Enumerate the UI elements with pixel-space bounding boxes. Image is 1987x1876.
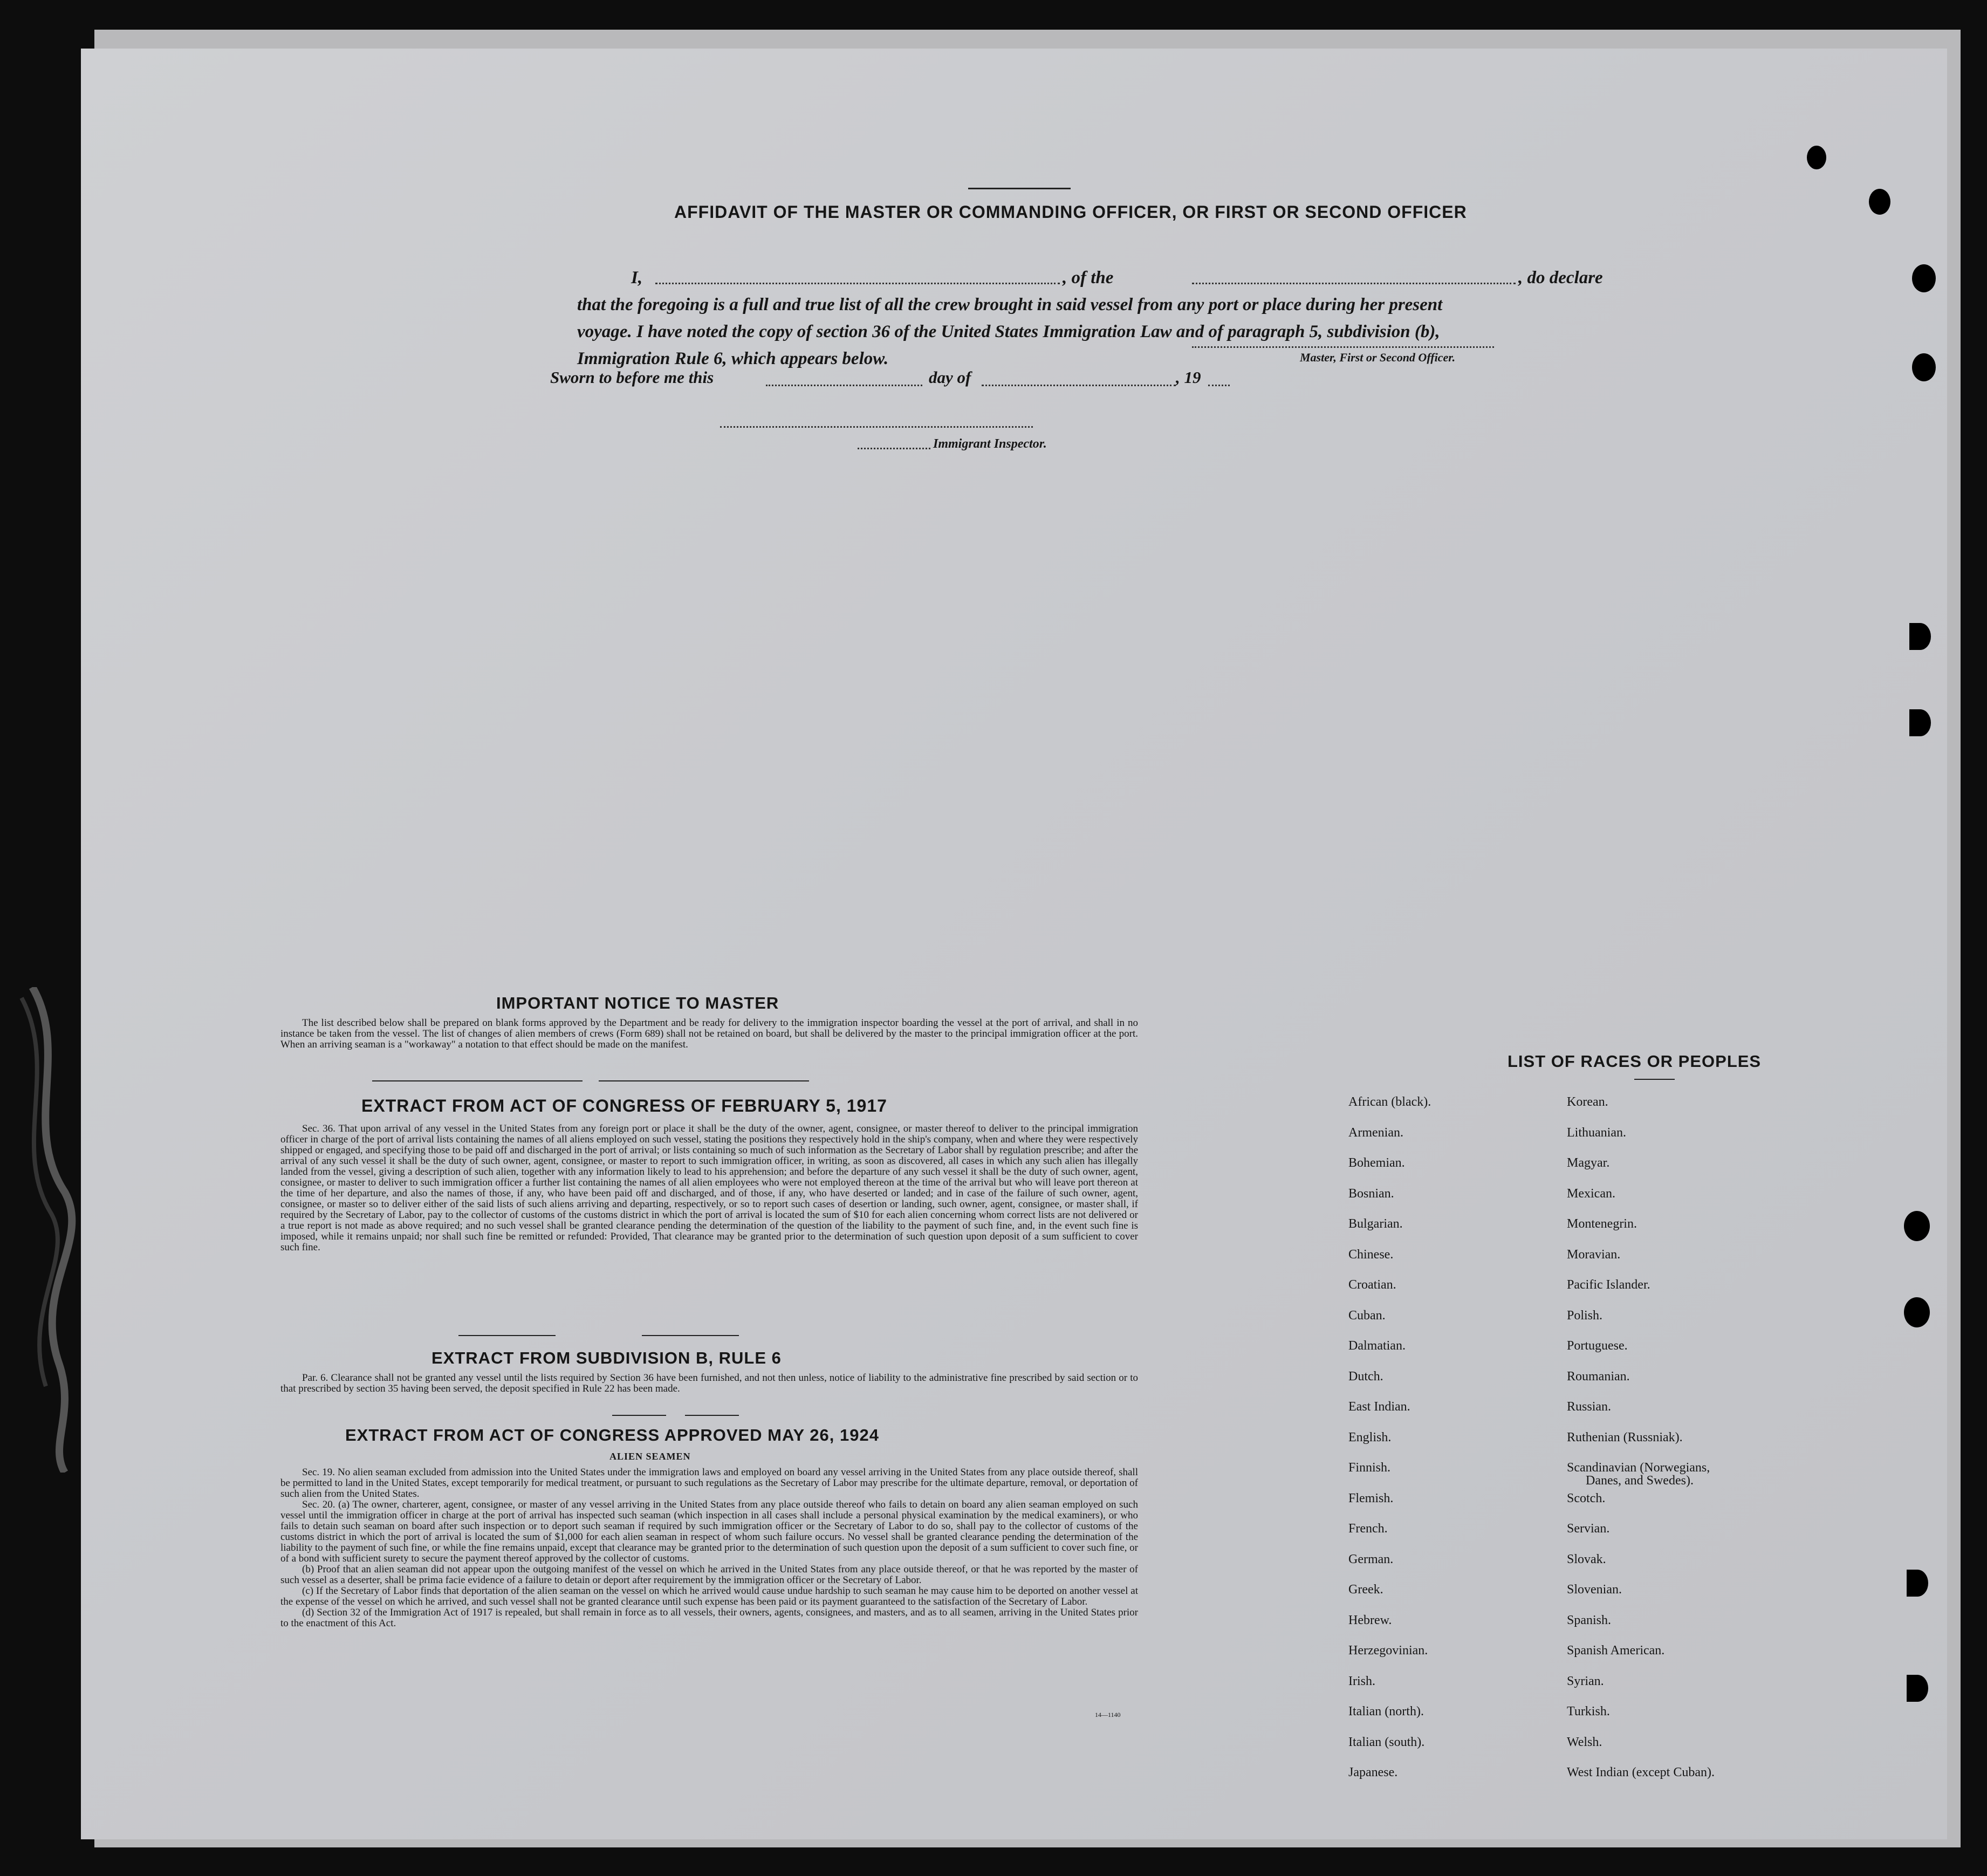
race-item: Chinese. (1348, 1247, 1394, 1262)
extract-1924-paragraph: (c) If the Secretary of Labor finds that deportation of the alien seaman on the vessel on which he arrived would cause undue hardship to such seaman he may cause him to be deported on another vessel at the expense of the vessel on which he arrived, and such vessel shall not be granted clearance until such expense has been paid or its payment guaranteed to the satisfaction of the Secretary of Labor. (280, 1585, 1138, 1607)
punch-hole (1909, 709, 1931, 736)
manifest-page (81, 49, 1947, 1839)
punch-hole (1807, 146, 1826, 169)
title-rule (968, 188, 1071, 189)
divider (599, 1080, 809, 1081)
race-item: Roumanian. (1567, 1369, 1630, 1384)
race-item: Japanese. (1348, 1765, 1398, 1779)
divider (685, 1415, 739, 1416)
race-item: Slovenian. (1567, 1583, 1622, 1597)
race-item: Bohemian. (1348, 1156, 1405, 1170)
race-item: Flemish. (1348, 1491, 1394, 1505)
form-number: 14—1140 (1095, 1711, 1121, 1718)
race-item: Italian (north). (1348, 1704, 1424, 1718)
race-item: Korean. (1567, 1095, 1608, 1109)
race-item-continuation: Danes, and Swedes). (1586, 1474, 1694, 1488)
race-item: Ruthenian (Russniak). (1567, 1430, 1683, 1444)
extract-1917-text (280, 1124, 1138, 1253)
punch-hole (1907, 1675, 1928, 1702)
sworn-year: , 19 (1176, 368, 1201, 387)
race-item: Moravian. (1567, 1247, 1621, 1262)
punch-hole (1909, 623, 1931, 650)
inspector-dotline (858, 448, 930, 449)
extract-1924-paragraph: Sec. 19. No alien seaman excluded from admission into the United States under the immigration laws and employed on board any vessel arriving in the United States from any place outside thereof, shall be permitted to land in the United States, except temporarily for medical treatment, or pursuant to such regulations as the Secretary of Labor may prescribe for the ultimate departure, removal, or deportation of such alien from the United States. (280, 1467, 1138, 1500)
race-item: Bulgarian. (1348, 1217, 1403, 1231)
extract-rule6-paragraph: Par. 6. Clearance shall not be granted any vessel until the lists required by Section 36 have been furnished, and not then unless, notice of liability to the administrative fine prescribed by said section or to that prescribed by section 35 having been served, the deposit specified in Rule 22 has been made. (280, 1372, 1138, 1394)
race-item: West Indian (except Cuban). (1567, 1765, 1715, 1779)
affidavit-line-2: that the foregoing is a full and true list of all the crew brought in said vessel from any port or place during her present (577, 295, 1443, 314)
race-item: English. (1348, 1430, 1392, 1444)
race-item: Armenian. (1348, 1125, 1403, 1140)
races-title: LIST OF RACES OR PEOPLES (1508, 1052, 1762, 1071)
race-item: African (black). (1348, 1095, 1431, 1109)
race-item: Scotch. (1567, 1491, 1606, 1505)
races-left-column (1348, 1095, 1431, 1796)
master-name-field[interactable] (655, 283, 1060, 284)
extract-1917-paragraph: Sec. 36. That upon arrival of any vessel in the United States from any foreign port or place it shall be the duty of the owner, agent, consignee, or master thereof to deliver to the principal immigration officer in charge of the port of arrival lists containing the names of all aliens employed on such vessel, stating the positions they respectively hold in the ship's company, when and where they were respectively shipped or engaged, and specifying those to be paid off and discharged in the port of arrival; or lists containing so much of such information as the Secretary of Labor shall by regulation prescribe; and after the arrival of any such vessel it shall be the duty of such owner, agent, consignee, or master to report to such immigration officer, in writing, as soon as discovered, all cases in which any such alien has illegally landed from the vessel, giving a description of such alien, together with any information likely to lead to his apprehension; and before the departure of any such vessel it shall be the duty of such owner, agent, consignee, or master to deliver to such immigration officer a further list containing the names of all alien employees who were not employed thereon at the time of the arrival but who will leave port thereon at the time of her departure, and also the names of those, if any, who have been paid off and discharged, and of those, if any, who have deserted or landed; and in case of the failure of such owner, agent, consignee, or master so to deliver either of the said lists of such aliens arriving and departing, respectively, or so to report such cases of desertion or landing, such owner, agent, consignee, or master shall, if required by the Secretary of Labor, pay to the collector of customs of the customs district in which the port of arrival is located the sum of $10 for each alien concerning whom correct lists are not delivered or a true report is not made as above required; and no such vessel shall be granted clearance pending the determination of the question of the liability to the payment of such fine, and, in the event such fine is imposed, while it remains unpaid; nor shall such fine be remitted or refunded: Provided, That clearance may be granted prior to the determination of such question upon deposit of a sum sufficient to cover such fine. (280, 1123, 1138, 1253)
race-item: Servian. (1567, 1522, 1610, 1536)
extract-1917-title: EXTRACT FROM ACT OF CONGRESS OF FEBRUARY 5, 1917 (361, 1096, 887, 1115)
sworn-day-field[interactable] (766, 385, 922, 386)
notice-paragraph: The list described below shall be prepared on blank forms approved by the Department and be ready for delivery to the immigration inspector boarding the vessel at the port of arrival, and shall in no instance be taken from the vessel. The list of changes of alien members of crews (Form 689) shall not be retained on board, but shall be delivered by the master to the principal immigration officer at the port. When an arriving seaman is a "workaway" a notation to that effect should be made on the manifest. (280, 1017, 1138, 1050)
race-item: Hebrew. (1348, 1613, 1392, 1627)
race-item: Spanish American. (1567, 1644, 1665, 1658)
divider (458, 1335, 556, 1336)
race-item: Italian (south). (1348, 1735, 1425, 1749)
race-item: Turkish. (1567, 1704, 1610, 1718)
punch-hole (1869, 189, 1890, 215)
punch-hole (1912, 353, 1936, 381)
race-item: Cuban. (1348, 1308, 1386, 1323)
race-item: East Indian. (1348, 1400, 1410, 1414)
sworn-month-field[interactable] (982, 385, 1176, 386)
master-signature-label: Master, First or Second Officer. (1300, 351, 1456, 364)
sworn-year-field[interactable] (1208, 385, 1230, 386)
race-item: Greek. (1348, 1583, 1383, 1597)
affidavit-body (577, 264, 1629, 372)
divider (642, 1335, 739, 1336)
extract-1924-paragraph: (d) Section 32 of the Immigration Act of 1917 is repealed, but shall remain in force as to all vessels, their owners, agents, consignees, and masters, and as to all seamen, arriving in the United States prior to the enactment of this Act. (280, 1607, 1138, 1629)
race-item: Portuguese. (1567, 1339, 1628, 1353)
master-signature-field[interactable] (1192, 346, 1494, 348)
extract-1924-paragraph: Sec. 20. (a) The owner, charterer, agent, consignee, or master of any vessel arriving in the United States from any place outside thereof who fails to detain on board any alien seaman employed on such vessel until the immigration officer in charge at the port of arrival has inspected such seaman (which inspection in all cases shall include a personal physical examination by the medical examiners), or who fails to detain such seaman on board after such inspection or to deport such seaman if required by such immigration officer or the Secretary of Labor to do so, shall pay to the collector of customs of the customs district in which the port of arrival is located the sum of $1,000 for each alien seaman in respect of whom such failure occurs. No vessel shall be granted clearance pending the determination of the liability to the payment of such fine, or while the fine remains unpaid, except that clearance may be granted prior to the determination of such question upon the deposit of a sum sufficient to cover such fine, or of a bond with sufficient surety to secure the payment thereof approved by the collector of customs. (280, 1499, 1138, 1564)
affidavit-do-declare: , do declare (1518, 268, 1603, 287)
race-item: Magyar. (1567, 1156, 1610, 1170)
divider (612, 1415, 666, 1416)
sworn-day-of: day of (929, 368, 971, 387)
inspector-signature-field[interactable] (720, 426, 1033, 428)
affidavit-i: I, (631, 268, 643, 287)
affidavit-line-3: voyage. I have noted the copy of section 36 of the United States Immigration Law and of paragraph 5, subdivision (b), (577, 322, 1440, 341)
vessel-name-field[interactable] (1192, 283, 1516, 284)
races-right-column (1567, 1095, 1715, 1796)
race-item: Irish. (1348, 1674, 1375, 1688)
race-item: Welsh. (1567, 1735, 1602, 1749)
extract-1924-subtitle: ALIEN SEAMEN (609, 1451, 691, 1462)
race-item: Herzegovinian. (1348, 1644, 1428, 1658)
race-item: Bosnian. (1348, 1186, 1394, 1201)
race-item: German. (1348, 1552, 1394, 1566)
race-item: Finnish. (1348, 1461, 1391, 1475)
punch-hole (1904, 1211, 1930, 1241)
race-item: Pacific Islander. (1567, 1278, 1650, 1292)
extract-1924-title: EXTRACT FROM ACT OF CONGRESS APPROVED MAY 26, 1924 (345, 1426, 879, 1444)
divider (372, 1080, 583, 1081)
notice-text (280, 1018, 1138, 1050)
race-item: Mexican. (1567, 1186, 1615, 1201)
race-item: Scandinavian (Norwegians, (1567, 1461, 1710, 1475)
affidavit-title: AFFIDAVIT OF THE MASTER OR COMMANDING OFFICER, OR FIRST OR SECOND OFFICER (674, 202, 1467, 222)
race-item: Lithuanian. (1567, 1125, 1626, 1140)
punch-hole (1907, 1570, 1928, 1597)
affidavit-line-4: Immigration Rule 6, which appears below. (577, 349, 889, 368)
race-item: Russian. (1567, 1400, 1612, 1414)
extract-rule6-text (280, 1373, 1138, 1394)
affidavit-of-the: , of the (1063, 268, 1114, 287)
race-item: Croatian. (1348, 1278, 1396, 1292)
race-item: Slovak. (1567, 1552, 1606, 1566)
extract-1924-text (280, 1467, 1138, 1629)
divider (1634, 1079, 1675, 1080)
notice-title: IMPORTANT NOTICE TO MASTER (496, 994, 779, 1012)
inspector-label: Immigrant Inspector. (933, 437, 1047, 451)
race-item: Dutch. (1348, 1369, 1383, 1384)
race-item: Montenegrin. (1567, 1217, 1637, 1231)
race-item: French. (1348, 1522, 1388, 1536)
race-item: Spanish. (1567, 1613, 1612, 1627)
race-item: Syrian. (1567, 1674, 1604, 1688)
race-item: Dalmatian. (1348, 1339, 1406, 1353)
race-item-scandinavian (1567, 1461, 1715, 1491)
extract-1924-paragraph: (b) Proof that an alien seaman did not appear upon the outgoing manifest of the vessel on which he arrived in the United States from any place outside thereof, or that he was reported by the master of such vessel as a deserter, shall be prima facie evidence of a failure to detain or deport after requirement by the immigration officer or the Secretary of Labor. (280, 1564, 1138, 1586)
extract-rule6-title: EXTRACT FROM SUBDIVISION B, RULE 6 (431, 1348, 782, 1367)
punch-hole (1912, 264, 1936, 292)
sworn-prefix: Sworn to before me this (550, 368, 714, 387)
race-item: Polish. (1567, 1308, 1603, 1323)
punch-hole (1904, 1297, 1930, 1327)
